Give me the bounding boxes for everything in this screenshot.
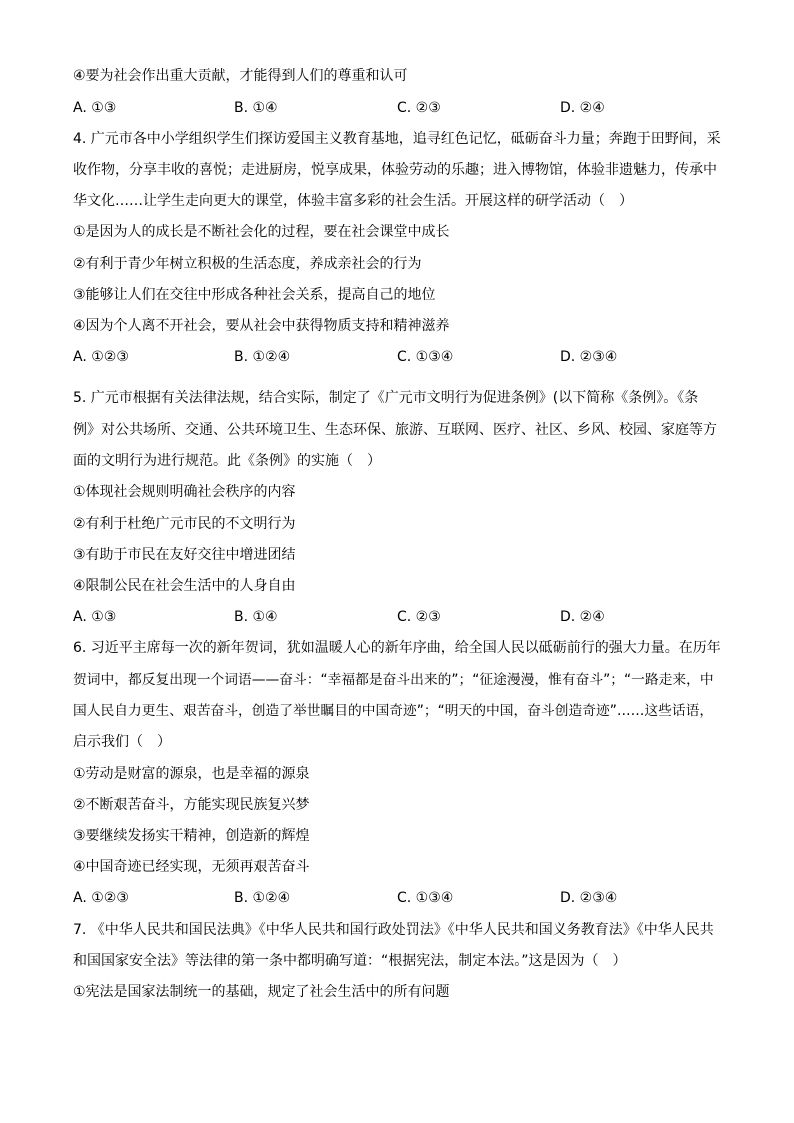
q6-option-b: B. ①②④ bbox=[234, 890, 291, 906]
q7-stem-line-2: 和国国家安全法》等法律的第一条中都明确写道：“根据宪法，制定本法。”这是因为（ ） bbox=[73, 953, 627, 969]
q6-stem-line-1: 6. 习近平主席每一次的新年贺词，犹如温暖人心的新年序曲，给全国人民以砥砺前行的强大力量。在历年 bbox=[73, 640, 721, 656]
q5-option-a: A. ①③ bbox=[73, 609, 117, 625]
q6-statement-3: ③要继续发扬实干精神，创造新的辉煌 bbox=[73, 828, 310, 844]
q6-stem-line-2: 贺词中，都反复出现一个词语——奋斗：“幸福都是奋斗出来的”；“征途漫漫，惟有奋斗”；“一路走来，中 bbox=[73, 672, 714, 688]
q7-statement-1: ①宪法是国家法制统一的基础，规定了社会生活中的所有问题 bbox=[73, 984, 450, 1000]
q6-statement-1: ①劳动是财富的源泉，也是幸福的源泉 bbox=[73, 766, 310, 782]
q3-option-d: D. ②④ bbox=[560, 100, 605, 116]
q4-stem-line-1: 4. 广元市各中小学组织学生们探访爱国主义教育基地，追寻红色记忆，砥砺奋斗力量；奔跑于田野间，采 bbox=[73, 131, 721, 147]
q5-statement-1: ①体现社会规则明确社会秩序的内容 bbox=[73, 484, 296, 500]
q5-stem-line-3: 面的文明行为进行规范。此《条例》的实施（ ） bbox=[73, 453, 381, 469]
q6-option-c: C. ①③④ bbox=[397, 890, 454, 906]
q7-stem-line-1: 7. 《中华人民共和国民法典》《中华人民共和国行政处罚法》《中华人民共和国义务教育法》《中华人民共 bbox=[73, 922, 714, 938]
q4-statement-4: ④因为个人离不开社会，要从社会中获得物质支持和精神滋养 bbox=[73, 318, 450, 334]
q3-option-b: B. ①④ bbox=[234, 100, 278, 116]
q4-option-d: D. ②③④ bbox=[560, 349, 618, 365]
q6-stem-line-3: 国人民自力更生、艰苦奋斗，创造了举世瞩目的中国奇迹”；“明天的中国，奋斗创造奇迹”……这些话语， bbox=[73, 703, 714, 719]
q4-statement-3: ③能够让人们在交往中形成各种社会关系，提高自己的地位 bbox=[73, 287, 436, 303]
q6-options bbox=[73, 888, 723, 908]
q6-option-d: D. ②③④ bbox=[560, 890, 618, 906]
q6-statement-4: ④中国奇迹已经实现，无须再艰苦奋斗 bbox=[73, 859, 310, 875]
q3-options bbox=[73, 98, 723, 118]
q5-option-c: C. ②③ bbox=[397, 609, 441, 625]
q4-option-b: B. ①②④ bbox=[234, 349, 291, 365]
q3-option-a: A. ①③ bbox=[73, 100, 117, 116]
q4-stem-line-2: 收作物，分享丰收的喜悦；走进厨房，悦享成果，体验劳动的乐趣；进入博物馆，体验非遗魅力，传承中 bbox=[73, 162, 717, 178]
q5-statement-2: ②有利于杜绝广元市民的不文明行为 bbox=[73, 516, 296, 532]
q4-statement-1: ①是因为人的成长是不断社会化的过程，要在社会课堂中成长 bbox=[73, 224, 450, 240]
q4-option-c: C. ①③④ bbox=[397, 349, 454, 365]
q5-statement-4: ④限制公民在社会生活中的人身自由 bbox=[73, 578, 296, 594]
q4-option-a: A. ①②③ bbox=[73, 349, 129, 365]
q5-statement-3: ③有助于市民在友好交往中增进团结 bbox=[73, 547, 296, 563]
q5-option-b: B. ①④ bbox=[234, 609, 278, 625]
q4-stem-line-3: 华文化……让学生走向更大的课堂，体验丰富多彩的社会生活。开展这样的研学活动（ ） bbox=[73, 193, 633, 209]
q5-options bbox=[73, 607, 723, 627]
q6-statement-2: ②不断艰苦奋斗，方能实现民族复兴梦 bbox=[73, 797, 310, 813]
q5-stem-line-1: 5. 广元市根据有关法律法规，结合实际，制定了《广元市文明行为促进条例》(以下简称《条例》。《条 bbox=[73, 390, 699, 406]
q6-stem-line-4: 启示我们（ ） bbox=[73, 734, 171, 750]
q3-statement-4: ④要为社会作出重大贡献，才能得到人们的尊重和认可 bbox=[73, 68, 408, 84]
q5-stem-line-2: 例》对公共场所、交通、公共环境卫生、生态环保、旅游、互联网、医疗、社区、乡风、校园、家庭等方 bbox=[73, 422, 717, 438]
q4-options bbox=[73, 347, 723, 367]
q4-statement-2: ②有利于青少年树立积极的生活态度，养成亲社会的行为 bbox=[73, 256, 422, 272]
q6-option-a: A. ①②③ bbox=[73, 890, 129, 906]
q5-option-d: D. ②④ bbox=[560, 609, 605, 625]
q3-option-c: C. ②③ bbox=[397, 100, 441, 116]
